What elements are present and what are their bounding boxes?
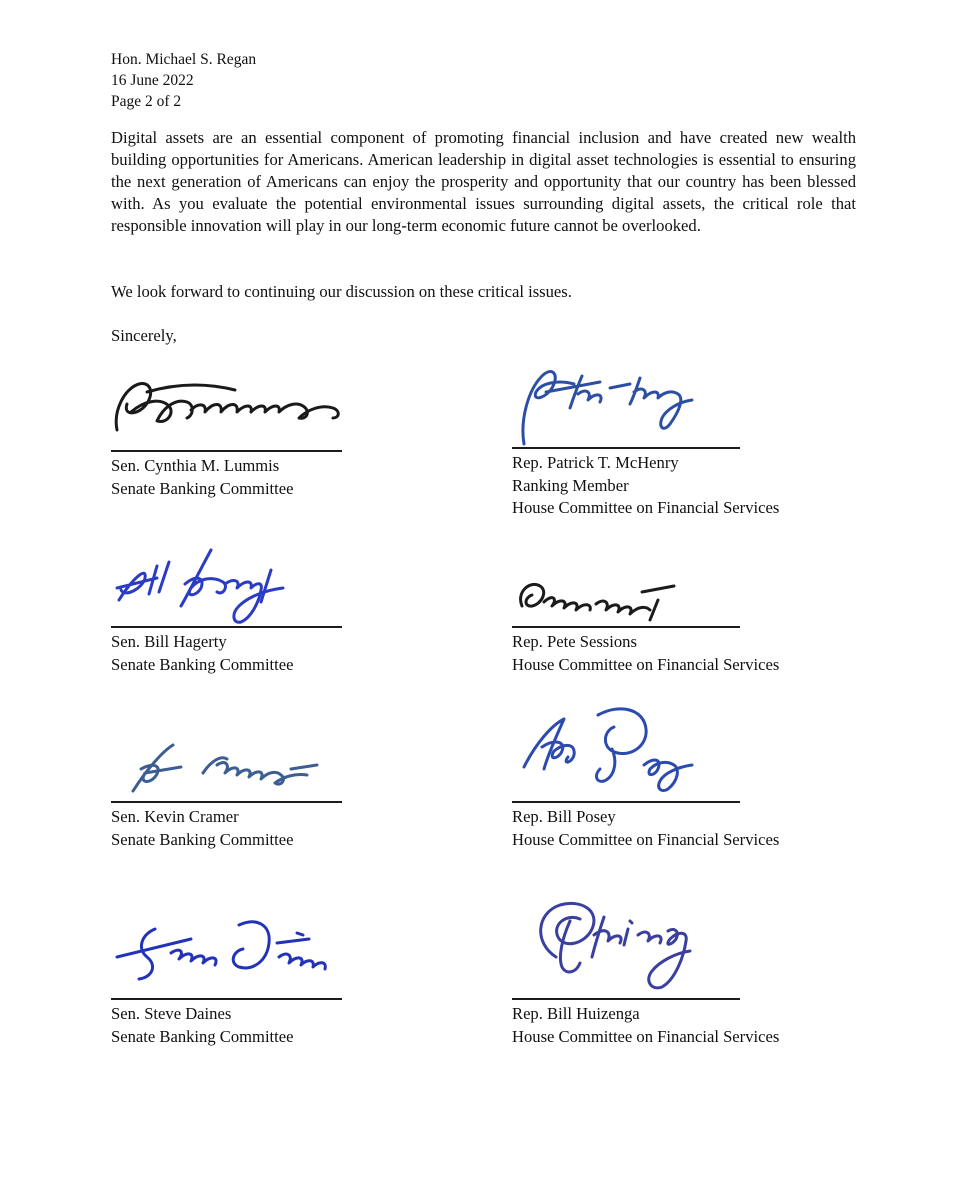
signature-block-huizenga: [512, 895, 832, 1048]
signer-name: Sen. Kevin Cramer: [111, 807, 239, 826]
signature-line: [111, 801, 342, 803]
signer-org: Senate Banking Committee: [111, 654, 294, 674]
signature-ink-cramer: [111, 739, 341, 801]
signature-block-cramer: [111, 739, 361, 851]
signature-line: [111, 626, 342, 628]
signature-line: [512, 447, 740, 449]
signer-name: Sen. Steve Daines: [111, 1004, 232, 1023]
signature-ink-daines: [111, 913, 346, 998]
signature-ink-hagerty: [111, 546, 346, 626]
signature-ink-lummis: [111, 366, 351, 450]
signer-name: Rep. Bill Posey: [512, 807, 616, 826]
signer-org: Senate Banking Committee: [111, 1026, 294, 1046]
signer-name: Sen. Cynthia M. Lummis: [111, 456, 280, 475]
signature-ink-huizenga: [512, 895, 747, 998]
signature-block-lummis: [111, 366, 361, 500]
body-paragraph-2: We look forward to continuing our discussion on these critical issues.: [111, 282, 572, 301]
signer-org: House Committee on Financial Services: [512, 498, 780, 517]
signer-org: Senate Banking Committee: [111, 829, 294, 849]
signature-block-sessions: [512, 574, 832, 676]
signature-ink-posey: [512, 701, 747, 801]
signer-org: Senate Banking Committee: [111, 478, 294, 498]
signature-ink-mchenry: [512, 362, 737, 447]
page-number: Page 2 of 2: [111, 93, 182, 110]
signer-org: House Committee on Financial Services: [512, 829, 780, 849]
signature-block-hagerty: [111, 546, 361, 676]
letter-date: 16 June 2022: [111, 72, 194, 89]
recipient-name: Hon. Michael S. Regan: [111, 51, 257, 68]
letter-header: [111, 49, 256, 112]
signature-block-daines: [111, 913, 361, 1048]
signer-name: Sen. Bill Hagerty: [111, 632, 227, 651]
signature-block-posey: [512, 701, 832, 851]
signer-org: House Committee on Financial Services: [512, 654, 780, 674]
signature-line: [111, 450, 342, 452]
signature-line: [512, 998, 740, 1000]
signer-name: Rep. Patrick T. McHenry: [512, 453, 679, 472]
body-paragraph-1: Digital assets are an essential component of promoting financial inclusion and have created new wealth building opportunities for Americans. American leadership in digital asset technologies is essential to ensuring the next generation of Americans can enjoy the prosperity and opportunity that our country has been blessed with. As you evaluate the potential environmental issues surrounding digital assets, the critical role that responsible innovation will play in our long-term economic future cannot be overlooked.: [111, 128, 856, 235]
signer-name: Rep. Bill Huizenga: [512, 1004, 640, 1023]
signature-ink-sessions: [512, 574, 702, 626]
closing-salutation: Sincerely,: [111, 326, 177, 345]
signature-line: [512, 801, 740, 803]
signature-line: [512, 626, 740, 628]
signature-block-mchenry: [512, 362, 832, 520]
signer-role: Ranking Member: [512, 475, 629, 495]
signer-org: House Committee on Financial Services: [512, 1026, 780, 1046]
signer-name: Rep. Pete Sessions: [512, 632, 637, 651]
signature-line: [111, 998, 342, 1000]
